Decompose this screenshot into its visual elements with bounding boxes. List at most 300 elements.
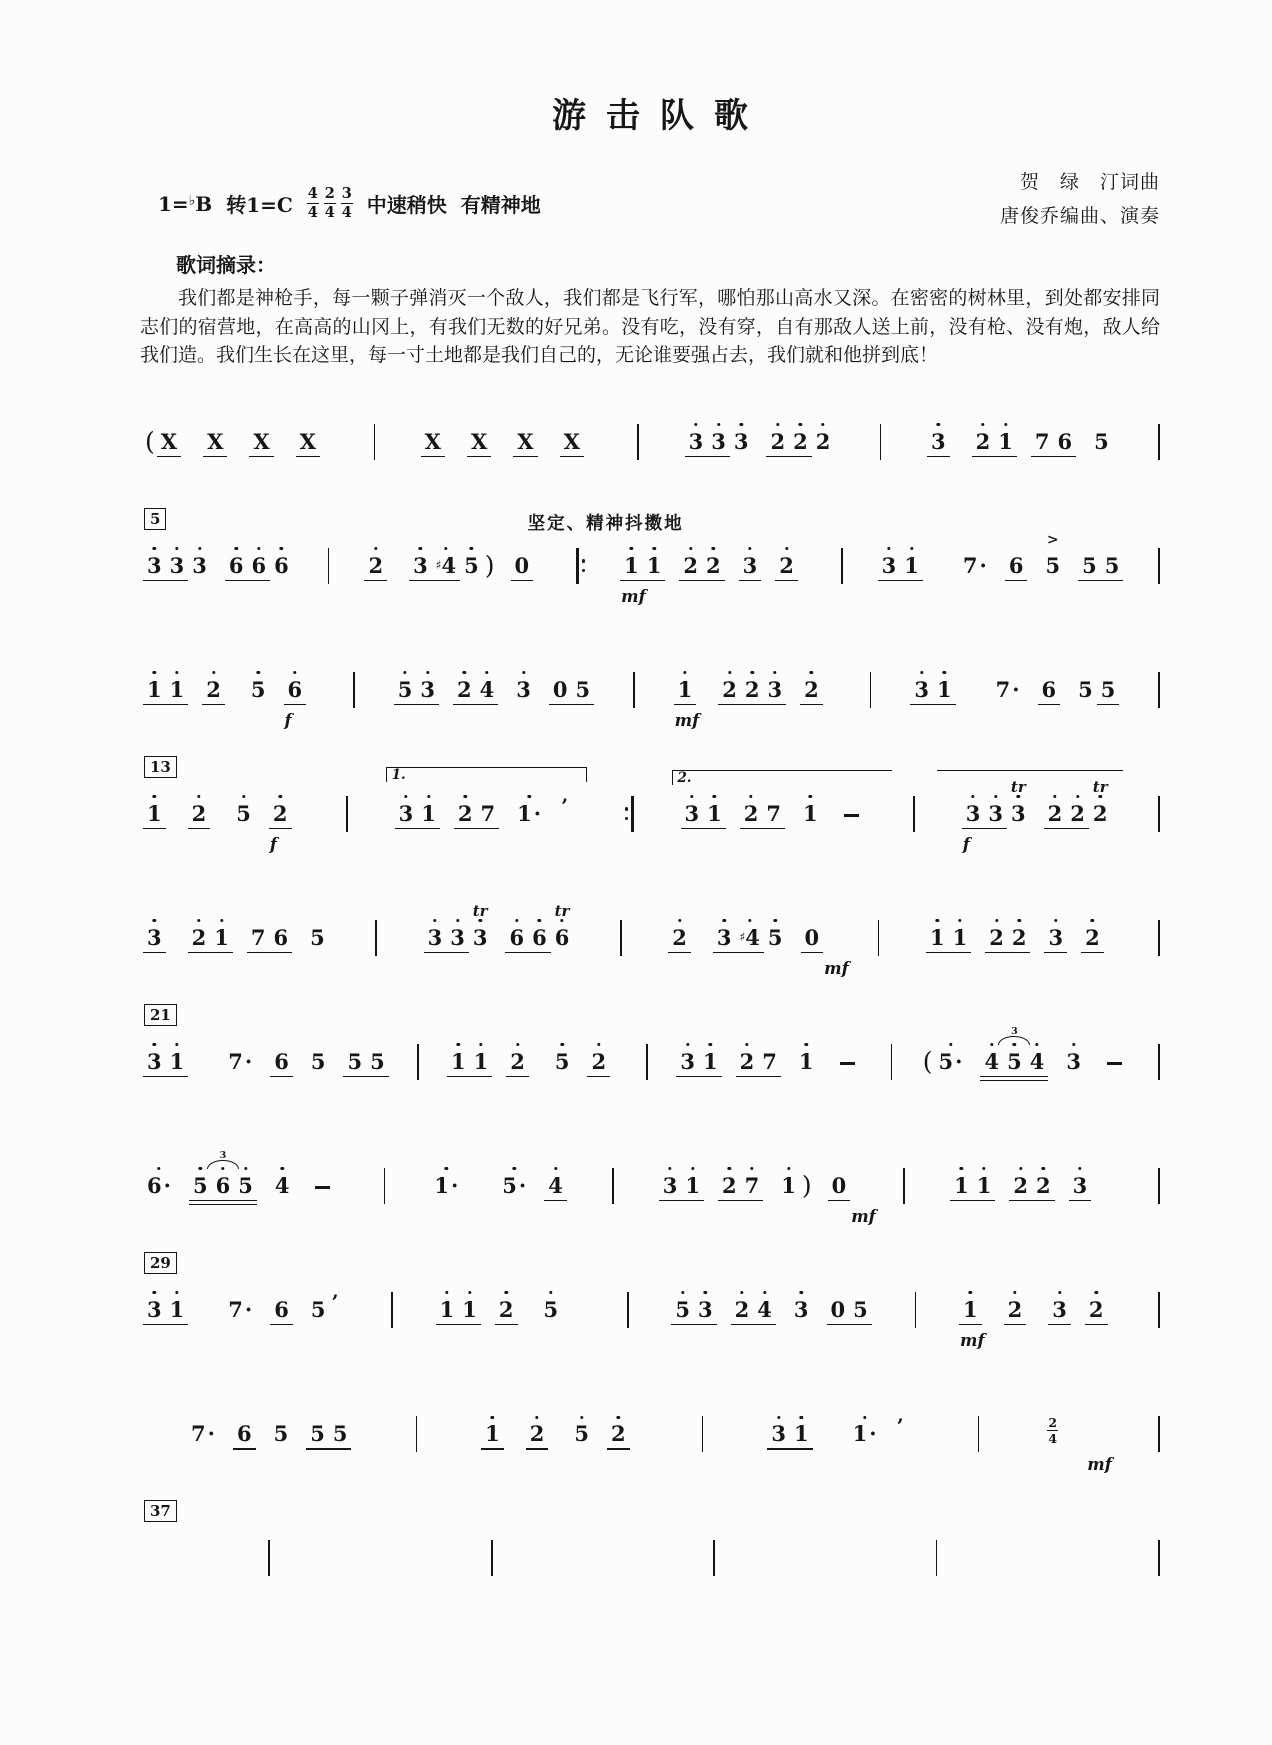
octave-dot xyxy=(920,671,923,674)
measure-number-box: 21 xyxy=(144,1004,177,1026)
beam-underline xyxy=(718,1200,741,1202)
dash-line xyxy=(844,814,859,816)
beam-underline xyxy=(679,580,702,582)
octave-dot xyxy=(809,795,812,798)
note xyxy=(679,554,702,578)
beam-underline xyxy=(959,1324,982,1326)
beat-group xyxy=(927,430,958,454)
note xyxy=(758,1050,781,1074)
beam-underline xyxy=(927,456,950,458)
note xyxy=(668,926,691,950)
note xyxy=(424,926,447,950)
beam-underline xyxy=(741,1200,764,1202)
beat-group xyxy=(143,1174,175,1198)
beam-underline xyxy=(511,580,534,582)
dash-note xyxy=(307,1186,338,1188)
measure xyxy=(668,1298,874,1322)
note xyxy=(470,1050,493,1074)
note-glyph: 5 xyxy=(1104,552,1120,578)
beam-underline xyxy=(703,828,726,830)
note-glyph: 1 xyxy=(976,1172,992,1198)
note xyxy=(1008,926,1031,950)
note xyxy=(790,1298,813,1322)
beat-group xyxy=(224,1050,256,1074)
beat-group xyxy=(481,1422,512,1446)
octave-dot xyxy=(527,795,530,798)
note xyxy=(498,1174,530,1198)
note xyxy=(307,1298,330,1322)
beam-underline xyxy=(157,456,181,458)
ts-numerator: 2 xyxy=(1048,1414,1058,1430)
ts-denominator: 4 xyxy=(341,203,352,221)
note-glyph: 3 xyxy=(169,552,185,578)
note-glyph: 3 xyxy=(1048,924,1064,950)
note-glyph: 3 xyxy=(1066,1048,1081,1074)
augmentation-dot: · xyxy=(207,1421,215,1447)
beam-underline xyxy=(454,828,477,830)
octave-dot xyxy=(419,547,422,550)
note xyxy=(270,554,293,578)
note-glyph: 2 xyxy=(804,676,819,702)
beam-underline xyxy=(210,952,233,954)
note xyxy=(454,802,477,826)
beam-underline xyxy=(436,1324,459,1326)
beat-group xyxy=(559,793,578,826)
note-glyph: 1 xyxy=(952,924,968,950)
note xyxy=(801,926,824,950)
octave-dot xyxy=(630,547,633,550)
measure-number-box: 5 xyxy=(144,508,166,530)
note-glyph: 3 xyxy=(771,1421,786,1447)
note xyxy=(775,554,798,578)
octave-dot xyxy=(1053,795,1056,798)
octave-dot xyxy=(971,795,974,798)
ts-numerator: 3 xyxy=(341,185,352,202)
note-glyph: 1 xyxy=(169,1048,185,1074)
octave-dot xyxy=(433,919,436,922)
measure xyxy=(140,426,331,456)
bar-thin xyxy=(915,1292,917,1328)
beam-underline xyxy=(753,1324,776,1326)
note-glyph: 6 xyxy=(251,552,267,578)
note-glyph: 6 xyxy=(532,924,547,950)
triplet-arc xyxy=(998,1025,1030,1045)
beam-underline xyxy=(694,1324,717,1326)
octave-dot xyxy=(745,1043,748,1046)
octave-dot xyxy=(910,547,913,550)
bar-thin xyxy=(416,1416,418,1452)
note-glyph: 5 xyxy=(310,924,325,950)
note-glyph: 3 xyxy=(147,1048,162,1074)
barline xyxy=(375,920,377,956)
notes-row xyxy=(140,531,1160,606)
octave-dot xyxy=(427,795,430,798)
note xyxy=(681,1174,704,1198)
octave-dot xyxy=(681,1291,684,1294)
repeat-dot xyxy=(625,817,628,820)
beat-group xyxy=(143,1298,188,1322)
measure xyxy=(140,1289,351,1322)
note xyxy=(685,430,708,454)
note-glyph: 2 xyxy=(721,1172,737,1198)
octave-dot xyxy=(704,1291,707,1294)
repeat-dot xyxy=(582,569,585,572)
beam-underline xyxy=(212,1200,235,1202)
beam-underline xyxy=(1032,1200,1055,1202)
repeat-dot xyxy=(582,559,585,562)
measure xyxy=(923,926,1115,950)
octave-dot xyxy=(1017,795,1020,798)
note xyxy=(1054,430,1077,454)
beam-underline xyxy=(659,1200,682,1202)
note-glyph: 7 xyxy=(962,552,978,578)
note-glyph: 3 xyxy=(147,552,162,578)
beat-group xyxy=(828,1172,876,1226)
beam-underline xyxy=(476,704,499,706)
beat-group xyxy=(306,1422,351,1446)
note-glyph: 7 xyxy=(1034,428,1050,454)
octave-dot xyxy=(470,547,473,550)
note xyxy=(1044,802,1067,826)
note-glyph: X xyxy=(207,428,224,454)
beam-underline xyxy=(740,828,763,830)
note-glyph: 2 xyxy=(734,1296,750,1322)
note-glyph: 5 xyxy=(397,676,413,702)
beam-underline xyxy=(972,456,995,458)
note xyxy=(551,901,574,950)
note xyxy=(513,430,537,454)
note-glyph: 2 xyxy=(457,800,473,826)
note xyxy=(436,1298,459,1322)
measure xyxy=(361,550,544,580)
note xyxy=(790,1422,813,1446)
note-glyph: 6 xyxy=(1008,552,1024,578)
octave-dot xyxy=(981,423,984,426)
note-glyph: 3 xyxy=(698,1296,713,1322)
octave-dot xyxy=(740,1291,743,1294)
note-glyph: 6 xyxy=(274,1296,289,1322)
note-glyph: X xyxy=(160,428,178,454)
note-glyph: 2 xyxy=(739,1048,755,1074)
beat-group xyxy=(668,926,699,950)
ts-denominator: 4 xyxy=(1048,1430,1058,1446)
note xyxy=(188,926,211,950)
dynamic-mf: mf xyxy=(674,710,700,730)
beat-group xyxy=(270,1050,293,1074)
barline xyxy=(841,548,843,584)
beam-underline xyxy=(643,580,666,582)
beat-group xyxy=(447,1050,492,1074)
bar-thin xyxy=(1158,548,1160,584)
octave-dot xyxy=(212,671,215,674)
beat-group xyxy=(232,802,255,826)
beam-underline xyxy=(1026,1076,1049,1078)
beam-underline xyxy=(1031,456,1054,458)
tempo-label: 坚定、精神抖擞地 xyxy=(527,512,684,533)
octave-dot xyxy=(936,919,939,922)
note xyxy=(739,554,762,578)
octave-dot xyxy=(479,1043,482,1046)
note xyxy=(1003,1025,1026,1074)
note-glyph: 5 xyxy=(574,1421,590,1447)
key-value: 1=♭B xyxy=(158,191,213,216)
beam-underline xyxy=(395,828,418,830)
note-glyph: 5 xyxy=(1094,428,1109,454)
note xyxy=(306,1422,329,1446)
beam-underline xyxy=(188,952,211,954)
note-glyph: 5 xyxy=(1082,552,1097,578)
note xyxy=(234,1174,257,1198)
beat-group xyxy=(269,800,300,854)
note xyxy=(849,1422,881,1446)
beam-underline xyxy=(736,1076,759,1078)
beam-underline xyxy=(790,1448,813,1450)
octave-dot xyxy=(990,1043,993,1046)
beam-underline xyxy=(741,704,764,706)
beat-group xyxy=(513,802,545,826)
open-paren: ( xyxy=(922,1046,933,1076)
augmentation-dot: · xyxy=(1012,676,1020,702)
beat-group xyxy=(526,1422,557,1446)
beat-group xyxy=(790,1298,813,1322)
beat-group xyxy=(143,802,174,826)
note-glyph: 1 xyxy=(434,1172,449,1198)
note-glyph: 3 xyxy=(662,1172,678,1198)
beam-underline xyxy=(1004,1324,1027,1326)
music-line xyxy=(140,380,1160,454)
beat-group xyxy=(921,1046,967,1076)
bar-thin xyxy=(391,1292,393,1328)
barline xyxy=(1158,424,1160,460)
beat-group xyxy=(799,802,822,826)
barline xyxy=(391,1292,393,1328)
note-glyph: 2 xyxy=(1092,800,1108,826)
octave-dot xyxy=(821,423,824,426)
note-glyph: 2 xyxy=(1035,1172,1051,1198)
dynamic-mf: mf xyxy=(824,958,849,978)
augmentation-dot: · xyxy=(533,800,542,826)
beat-group xyxy=(224,1298,256,1322)
octave-dot xyxy=(678,919,681,922)
bar-thin xyxy=(702,1416,704,1452)
time-signature-fraction xyxy=(341,187,353,220)
volta-bracket xyxy=(386,767,587,782)
octave-dot xyxy=(257,547,260,550)
note xyxy=(1004,1298,1027,1322)
dash-line xyxy=(840,1062,855,1064)
octave-dot xyxy=(810,671,813,674)
tempo-text: 中速稍快 xyxy=(366,193,447,218)
octave-dot xyxy=(175,1043,178,1046)
note-glyph: 7 xyxy=(228,1048,243,1074)
beam-underline xyxy=(980,1076,1003,1078)
note-glyph: 1 xyxy=(904,552,919,578)
barline xyxy=(702,1416,704,1452)
breath-mark: ’ xyxy=(896,1414,904,1439)
beat-group xyxy=(910,678,955,702)
beat-group xyxy=(1074,678,1119,702)
dash-line xyxy=(315,1186,330,1188)
note xyxy=(994,430,1017,454)
beat-group xyxy=(895,1414,914,1446)
octave-dot xyxy=(468,1291,471,1294)
barline xyxy=(374,424,376,460)
triplet-arc xyxy=(207,1149,239,1169)
note-glyph: 5 xyxy=(1045,552,1061,578)
crescendo-hairpin xyxy=(141,838,306,848)
note-glyph: 3 xyxy=(793,1296,809,1322)
beat-group xyxy=(143,678,188,702)
beat-group xyxy=(731,1298,776,1322)
octave-dot xyxy=(256,671,259,674)
octave-dot xyxy=(943,671,946,674)
note xyxy=(416,678,439,702)
beat-group xyxy=(676,1050,721,1074)
note xyxy=(800,678,823,702)
beat-group xyxy=(1099,1062,1130,1073)
note xyxy=(620,552,646,606)
measure xyxy=(140,676,317,730)
beat-group xyxy=(1081,926,1112,950)
beat-group xyxy=(659,1174,704,1198)
barline xyxy=(913,796,915,832)
octave-dot xyxy=(750,671,753,674)
note xyxy=(676,1050,699,1074)
bar-thin xyxy=(870,672,872,708)
beam-underline xyxy=(758,1076,781,1078)
measure xyxy=(433,1298,588,1322)
note-glyph: 6 xyxy=(554,924,570,950)
note-glyph: 1 xyxy=(781,1172,796,1198)
volta-label: 1. xyxy=(391,766,406,783)
bar-thin xyxy=(1158,1044,1160,1080)
octave-dot xyxy=(293,671,296,674)
note xyxy=(467,430,491,454)
note-glyph: 5 xyxy=(192,1172,208,1198)
measure xyxy=(907,678,1122,702)
octave-dot xyxy=(709,1043,712,1046)
note xyxy=(188,802,211,826)
note xyxy=(430,1174,462,1198)
octave-dot xyxy=(748,547,751,550)
barline xyxy=(978,1416,980,1452)
beat-group xyxy=(560,430,592,454)
beat-group xyxy=(430,1174,462,1198)
measure xyxy=(875,531,1127,578)
note xyxy=(143,678,166,702)
measure xyxy=(956,1296,1119,1350)
note xyxy=(528,926,551,950)
note xyxy=(526,1422,549,1446)
note-glyph: 6 xyxy=(215,1172,231,1198)
measure xyxy=(918,1025,1133,1076)
note xyxy=(1041,531,1064,578)
beat-group xyxy=(343,1050,388,1074)
beam-underline xyxy=(731,1324,754,1326)
beam-underline xyxy=(446,952,469,954)
beam-underline xyxy=(458,1324,481,1326)
note xyxy=(1038,678,1061,702)
barline xyxy=(936,1540,938,1576)
bar-thin xyxy=(1158,920,1160,956)
note-glyph: 2 xyxy=(975,428,991,454)
octave-dot xyxy=(244,1167,247,1170)
note xyxy=(570,1422,593,1446)
barline xyxy=(915,1292,917,1328)
note xyxy=(143,1298,166,1322)
note xyxy=(270,1298,293,1322)
note xyxy=(992,678,1024,702)
beat-group xyxy=(985,926,1030,950)
beam-underline xyxy=(143,828,166,830)
beam-underline xyxy=(985,952,1008,954)
notes-row xyxy=(140,672,1160,730)
note-glyph: X xyxy=(299,428,316,454)
note-glyph: 2 xyxy=(206,676,221,702)
octave-dot xyxy=(445,1167,448,1170)
note-glyph: 3 xyxy=(965,800,981,826)
note xyxy=(1044,926,1067,950)
beat-group xyxy=(307,1186,338,1197)
octave-dot xyxy=(960,1167,963,1170)
note-glyph: 3 xyxy=(413,552,428,578)
beam-underline xyxy=(270,952,293,954)
note-glyph: X xyxy=(563,428,580,454)
measure xyxy=(427,1174,570,1198)
note-glyph: 1 xyxy=(798,1048,814,1074)
octave-dot xyxy=(485,671,488,674)
note-glyph: 3 xyxy=(742,552,758,578)
note xyxy=(477,802,500,826)
octave-dot xyxy=(491,1416,494,1419)
dynamic-mf: mf xyxy=(621,586,646,606)
beam-underline xyxy=(766,456,789,458)
octave-dot xyxy=(1013,1291,1016,1294)
beam-underline xyxy=(1044,828,1067,830)
beat-group xyxy=(394,678,439,702)
note-glyph: 5 xyxy=(250,676,266,702)
music-line xyxy=(140,876,1160,978)
note xyxy=(1090,430,1113,454)
key-signature-line xyxy=(158,187,541,220)
measure xyxy=(140,1050,392,1074)
note xyxy=(718,678,741,702)
measure xyxy=(478,1422,641,1446)
note-glyph: 6 xyxy=(509,924,525,950)
octave-dot xyxy=(522,671,525,674)
beat-group xyxy=(620,552,665,606)
octave-dot xyxy=(691,1167,694,1170)
note xyxy=(421,430,445,454)
octave-dot xyxy=(1091,919,1094,922)
note xyxy=(671,1298,694,1322)
octave-dot xyxy=(1099,795,1102,798)
beam-underline xyxy=(878,580,901,582)
beat-group xyxy=(188,926,233,950)
note-glyph: 1 xyxy=(450,1048,466,1074)
note-glyph: 0 xyxy=(830,1296,846,1322)
note-glyph: 1 xyxy=(485,1421,500,1447)
measure xyxy=(959,777,1115,854)
note xyxy=(409,554,432,578)
note-glyph: 4 xyxy=(441,552,457,578)
beam-underline xyxy=(544,1200,567,1202)
octave-dot xyxy=(153,795,156,798)
beam-underline xyxy=(1008,952,1031,954)
beat-group xyxy=(1043,1416,1072,1447)
note-glyph: 5 xyxy=(332,1421,348,1447)
bar-thin xyxy=(1158,424,1160,460)
